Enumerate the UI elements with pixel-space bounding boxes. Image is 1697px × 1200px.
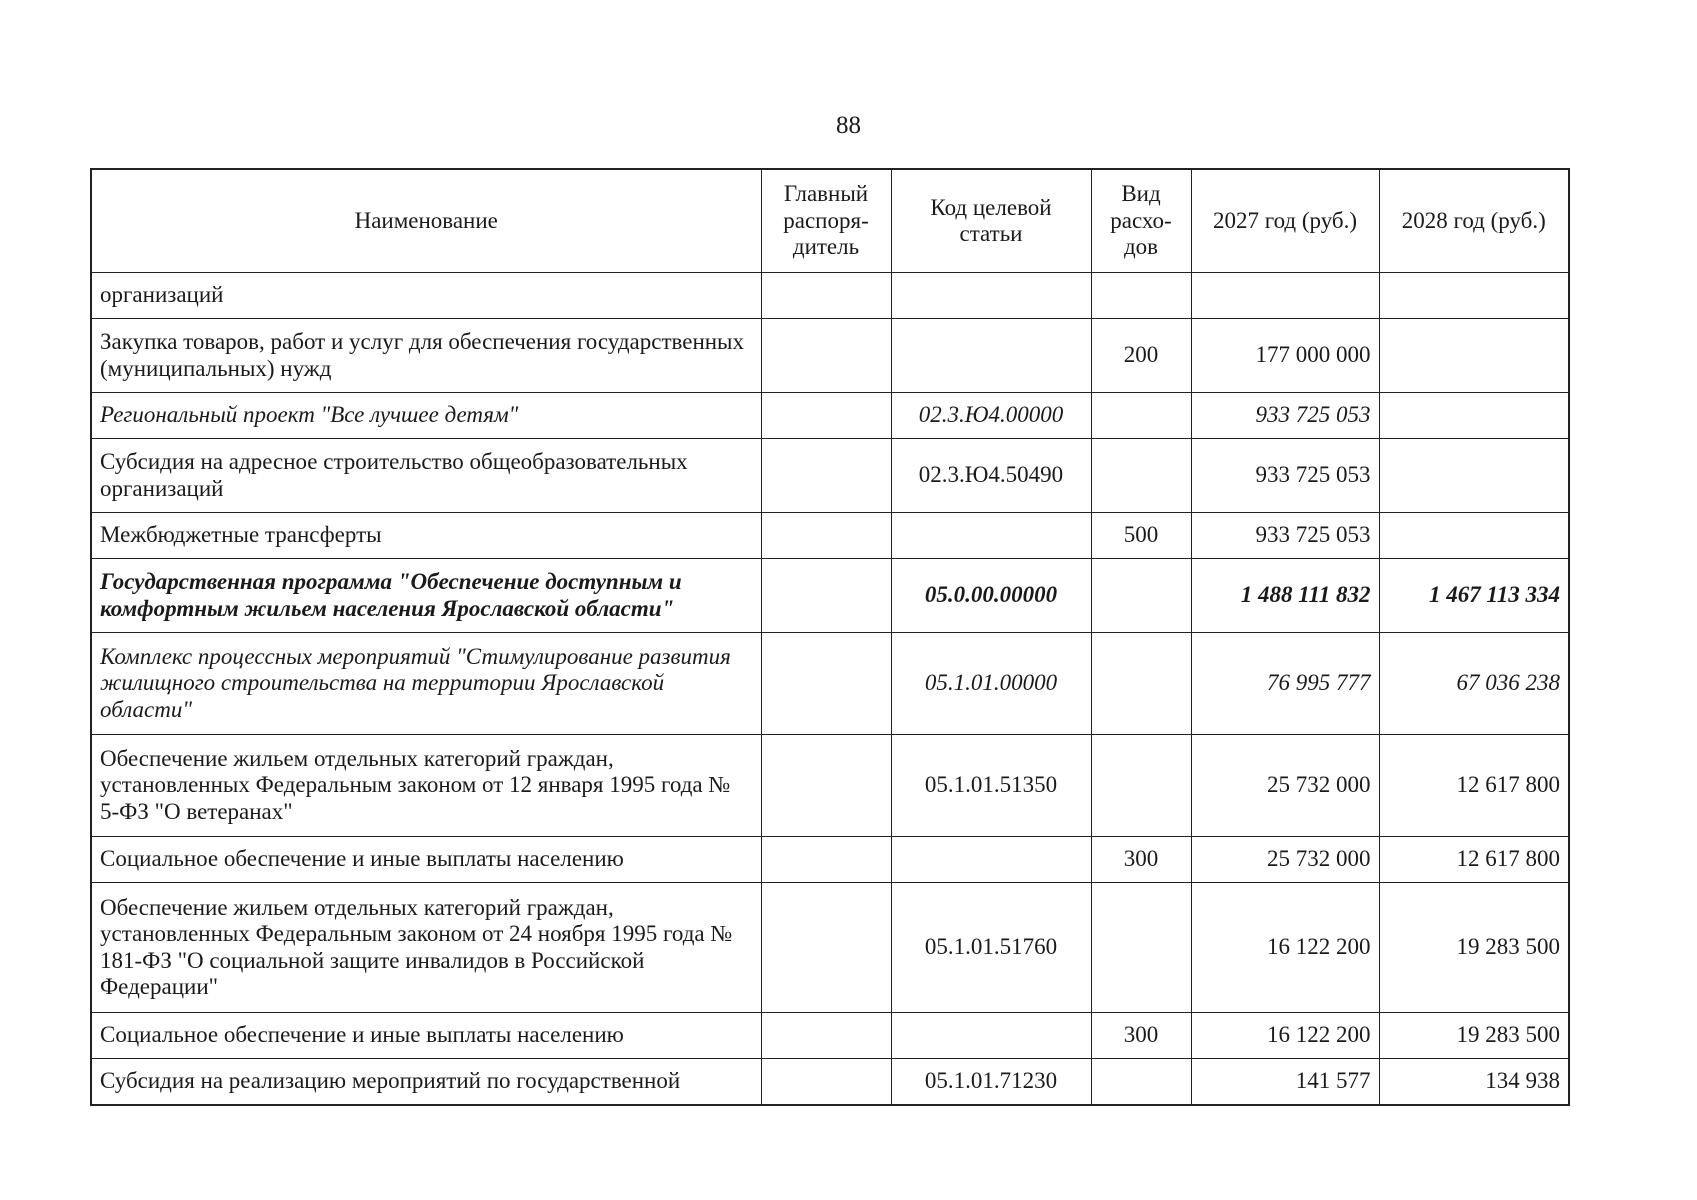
cell-admin <box>761 393 891 439</box>
table-row <box>91 439 1569 513</box>
cell-admin <box>761 273 891 319</box>
cell-2028 <box>1379 319 1569 393</box>
header-name: Наименование <box>91 169 761 273</box>
cell-code <box>891 319 1091 393</box>
cell-2028 <box>1379 513 1569 559</box>
cell-code: 02.3.Ю4.50490 <box>891 439 1091 513</box>
cell-name: Обеспечение жильем отдельных категорий граждан, установленных Федеральным законом от 12 января 1995 года № 5-ФЗ "О ветеранах" <box>91 735 761 837</box>
cell-2027: 1 488 111 832 <box>1191 559 1379 633</box>
cell-admin <box>761 883 891 1013</box>
cell-2028: 12 617 800 <box>1379 735 1569 837</box>
cell-code: 02.3.Ю4.00000 <box>891 393 1091 439</box>
cell-type: 500 <box>1091 513 1191 559</box>
cell-2028 <box>1379 393 1569 439</box>
cell-code: 05.1.01.51350 <box>891 735 1091 837</box>
header-code: Код целевой статьи <box>891 169 1091 273</box>
cell-2027: 16 122 200 <box>1191 1013 1379 1059</box>
cell-admin <box>761 735 891 837</box>
cell-admin <box>761 513 891 559</box>
table-header-row <box>91 169 1569 273</box>
cell-2027: 16 122 200 <box>1191 883 1379 1013</box>
table-row <box>91 1059 1569 1105</box>
cell-2027: 141 577 <box>1191 1059 1379 1105</box>
cell-2028: 1 467 113 334 <box>1379 559 1569 633</box>
page-number: 88 <box>836 112 861 139</box>
cell-admin <box>761 1059 891 1105</box>
cell-type <box>1091 273 1191 319</box>
cell-type <box>1091 393 1191 439</box>
cell-2028 <box>1379 439 1569 513</box>
cell-2027: 933 725 053 <box>1191 439 1379 513</box>
cell-name: Социальное обеспечение и иные выплаты населению <box>91 1013 761 1059</box>
cell-2027 <box>1191 273 1379 319</box>
cell-type <box>1091 735 1191 837</box>
table-row <box>91 883 1569 1013</box>
cell-name: Обеспечение жильем отдельных категорий граждан, установленных Федеральным законом от 24 ноября 1995 года № 181-ФЗ "О социальной защите инвалидов в Российской Федерации" <box>91 883 761 1013</box>
table-row <box>91 513 1569 559</box>
cell-type: 300 <box>1091 1013 1191 1059</box>
cell-2028: 12 617 800 <box>1379 837 1569 883</box>
cell-type: 300 <box>1091 837 1191 883</box>
cell-admin <box>761 837 891 883</box>
cell-code: 05.1.01.00000 <box>891 633 1091 735</box>
cell-name: Межбюджетные трансферты <box>91 513 761 559</box>
cell-2027: 933 725 053 <box>1191 393 1379 439</box>
cell-code <box>891 837 1091 883</box>
table-row <box>91 1013 1569 1059</box>
cell-type <box>1091 883 1191 1013</box>
cell-2027: 76 995 777 <box>1191 633 1379 735</box>
cell-type <box>1091 1059 1191 1105</box>
table-row <box>91 837 1569 883</box>
table-row <box>91 393 1569 439</box>
budget-table <box>90 168 1570 1106</box>
table-row <box>91 633 1569 735</box>
cell-name: Региональный проект "Все лучшее детям" <box>91 393 761 439</box>
cell-name: Комплекс процессных мероприятий "Стимулирование развития жилищного строительства на территории Ярославской области" <box>91 633 761 735</box>
cell-code: 05.0.00.00000 <box>891 559 1091 633</box>
cell-code <box>891 513 1091 559</box>
header-type: Вид расхо-дов <box>1091 169 1191 273</box>
cell-admin <box>761 559 891 633</box>
cell-type <box>1091 439 1191 513</box>
table-row <box>91 559 1569 633</box>
cell-type <box>1091 633 1191 735</box>
cell-code: 05.1.01.51760 <box>891 883 1091 1013</box>
cell-name: Социальное обеспечение и иные выплаты населению <box>91 837 761 883</box>
cell-admin <box>761 1013 891 1059</box>
cell-2028: 67 036 238 <box>1379 633 1569 735</box>
cell-code <box>891 1013 1091 1059</box>
cell-2027: 25 732 000 <box>1191 837 1379 883</box>
cell-name: Субсидия на реализацию мероприятий по государственной <box>91 1059 761 1105</box>
cell-name: организаций <box>91 273 761 319</box>
header-admin: Главный распоря-дитель <box>761 169 891 273</box>
header-2028: 2028 год (руб.) <box>1379 169 1569 273</box>
cell-admin <box>761 319 891 393</box>
cell-2028: 19 283 500 <box>1379 883 1569 1013</box>
cell-admin <box>761 633 891 735</box>
cell-name: Субсидия на адресное строительство общеобразовательных организаций <box>91 439 761 513</box>
cell-2027: 177 000 000 <box>1191 319 1379 393</box>
table-row <box>91 735 1569 837</box>
cell-2028 <box>1379 273 1569 319</box>
cell-code: 05.1.01.71230 <box>891 1059 1091 1105</box>
cell-2028: 134 938 <box>1379 1059 1569 1105</box>
cell-type <box>1091 559 1191 633</box>
table-row <box>91 273 1569 319</box>
cell-admin <box>761 439 891 513</box>
cell-2027: 933 725 053 <box>1191 513 1379 559</box>
cell-2028: 19 283 500 <box>1379 1013 1569 1059</box>
table-row <box>91 319 1569 393</box>
cell-name: Государственная программа "Обеспечение доступным и комфортным жильем населения Ярославской области" <box>91 559 761 633</box>
header-2027: 2027 год (руб.) <box>1191 169 1379 273</box>
cell-code <box>891 273 1091 319</box>
cell-name: Закупка товаров, работ и услуг для обеспечения государственных (муниципальных) нужд <box>91 319 761 393</box>
cell-type: 200 <box>1091 319 1191 393</box>
cell-2027: 25 732 000 <box>1191 735 1379 837</box>
